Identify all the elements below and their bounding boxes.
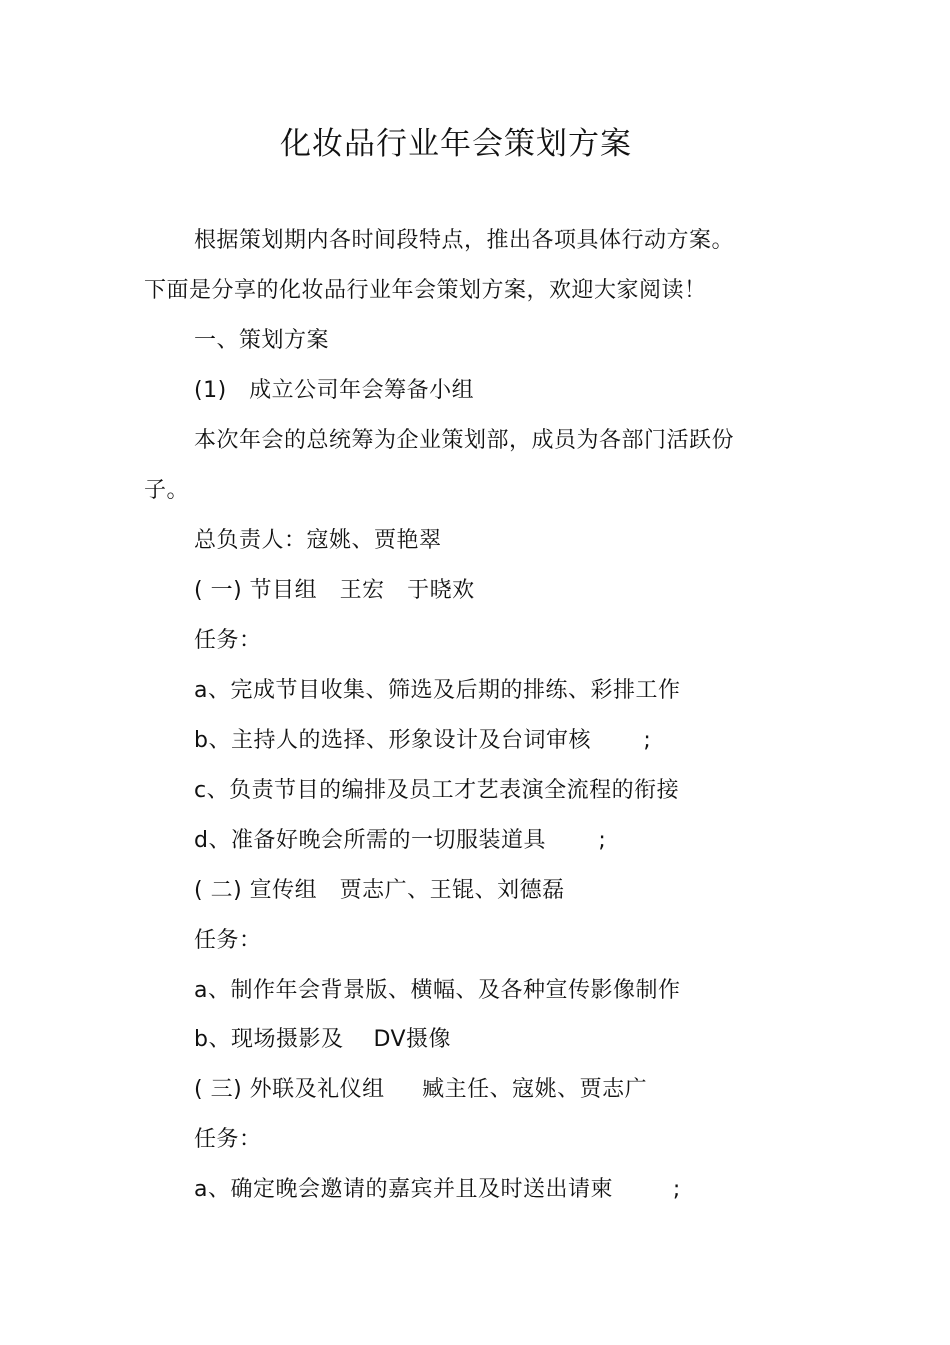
paragraph-line: 本次年会的总统筹为企业策划部，成员为各部门活跃份 xyxy=(194,428,735,453)
group-heading: ( 三) 外联及礼仪组 臧主任、寇姚、贾志广 xyxy=(194,1077,648,1102)
task-item: d、准备好晚会所需的一切服装道具 ; xyxy=(194,828,607,853)
task-item: a、确定晚会邀请的嘉宾并且及时送出请柬 ; xyxy=(194,1177,681,1202)
paragraph-line: 总负责人：寇姚、贾艳翠 xyxy=(194,528,442,553)
paragraph-line: 根据策划期内各时间段特点，推出各项具体行动方案。 xyxy=(194,228,735,253)
task-label: 任务： xyxy=(194,1127,262,1152)
task-label: 任务： xyxy=(194,928,262,953)
task-item: a、制作年会背景版、横幅、及各种宣传影像制作 xyxy=(194,978,681,1003)
group-heading: ( 一) 节目组 王宏 于晓欢 xyxy=(194,578,475,603)
task-item: a、完成节目收集、筛选及后期的排练、彩排工作 xyxy=(194,678,681,703)
paragraph-line: 子。 xyxy=(144,478,190,503)
task-item: c、负责节目的编排及员工才艺表演全流程的衔接 xyxy=(194,778,680,803)
task-item: b、现场摄影及 DV摄像 xyxy=(194,1027,452,1052)
task-label: 任务： xyxy=(194,628,262,653)
subsection-heading: (1) 成立公司年会筹备小组 xyxy=(194,378,475,403)
document-title: 化妆品行业年会策划方案 xyxy=(280,126,632,162)
group-heading: ( 二) 宣传组 贾志广、王锟、刘德磊 xyxy=(194,878,565,903)
task-item: b、主持人的选择、形象设计及台词审核 ; xyxy=(194,728,652,753)
paragraph-line: 下面是分享的化妆品行业年会策划方案，欢迎大家阅读！ xyxy=(144,278,707,303)
section-heading: 一、策划方案 xyxy=(194,328,330,353)
